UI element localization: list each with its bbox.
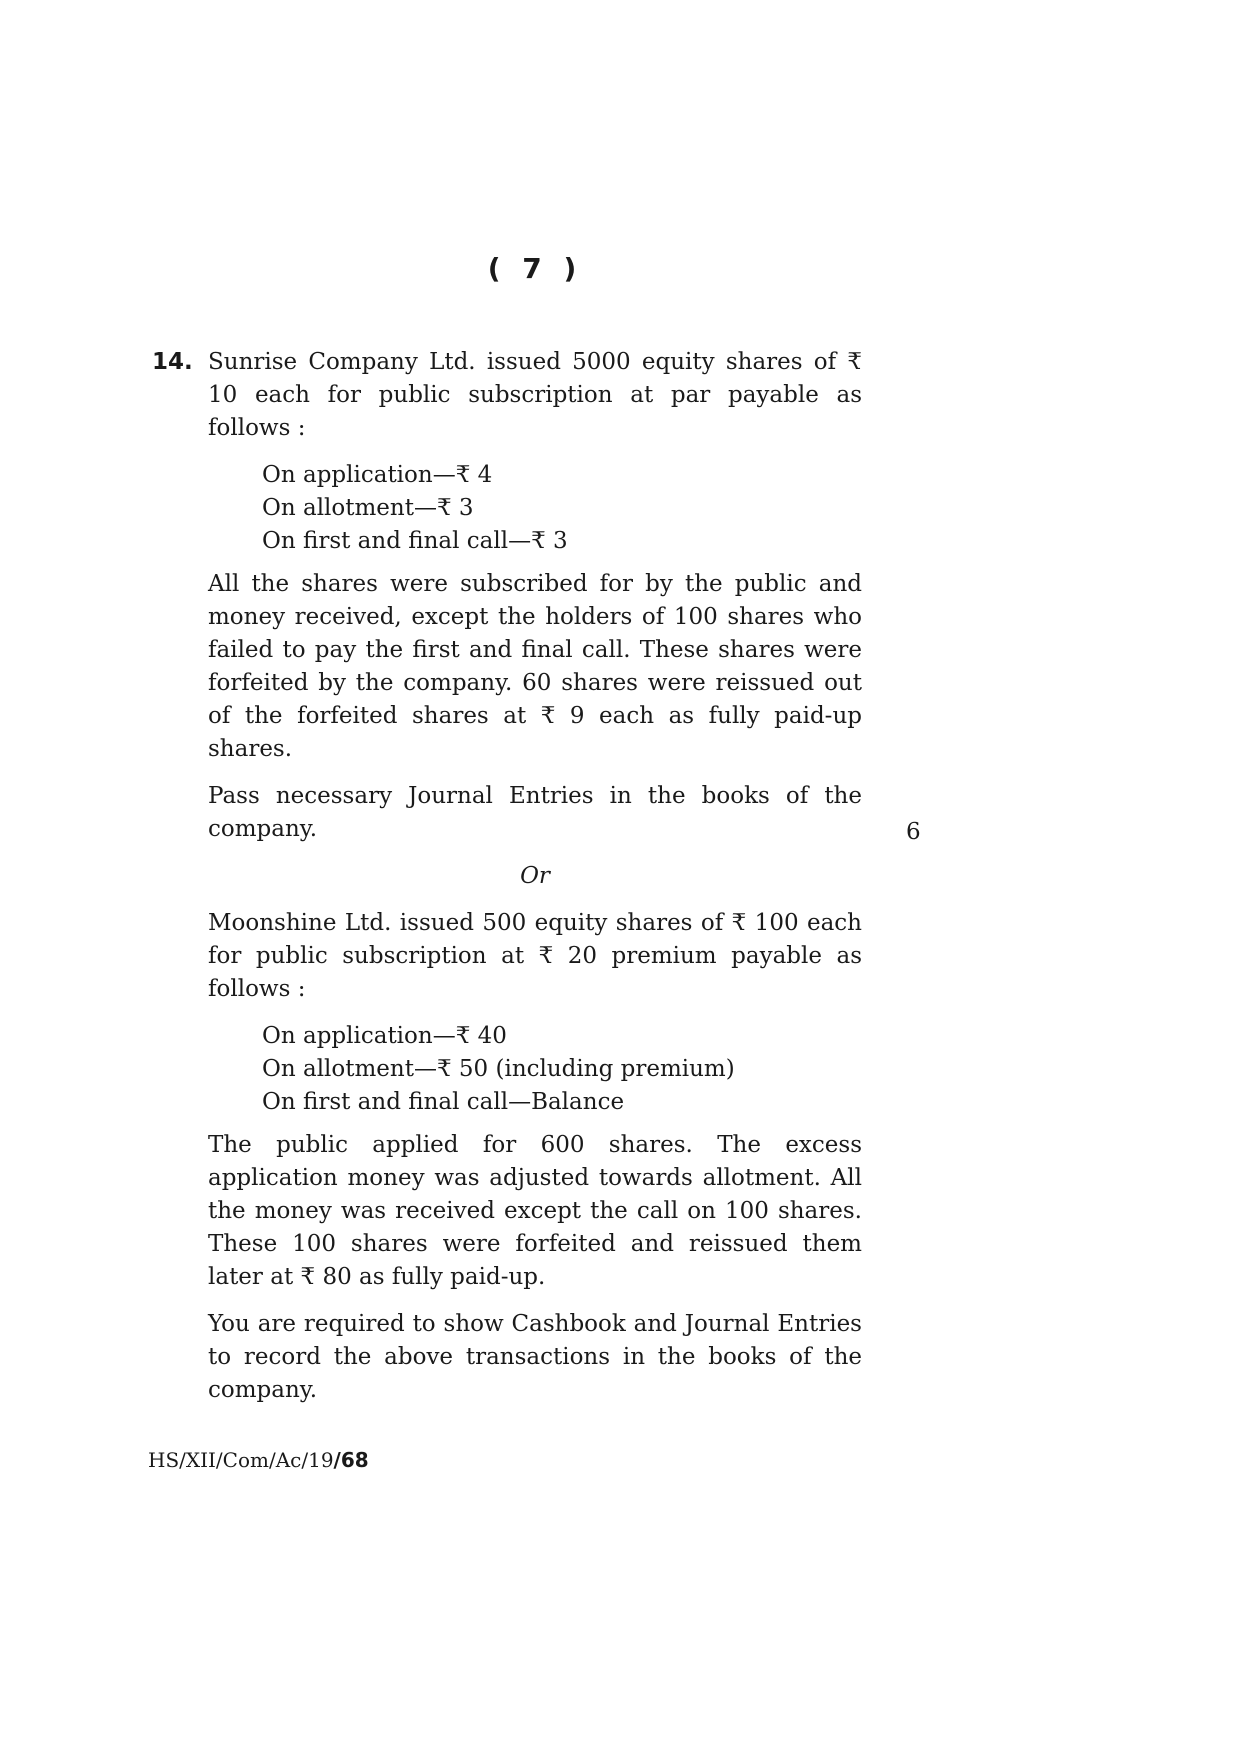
footer-code-text: HS/XII/Com/Ac/19 <box>148 1448 334 1472</box>
part-a-term: On allotment—₹ 3 <box>262 495 474 521</box>
footer-code <box>148 1446 369 1474</box>
or-separator: Or <box>520 863 550 889</box>
part-a-paragraph-2: Pass necessary Journal Entries in the books of the company. <box>208 783 862 842</box>
part-b-term: On allotment—₹ 50 (including premium) <box>262 1056 735 1082</box>
page-number: ( 7 ) <box>487 252 583 285</box>
footer-series: /68 <box>333 1448 369 1472</box>
question-body <box>208 346 862 1421</box>
part-a-intro: Sunrise Company Ltd. issued 5000 equity shares of ₹ 10 each for public subscription at par payable as follows : <box>208 349 862 441</box>
part-b-intro: Moonshine Ltd. issued 500 equity shares of ₹ 100 each for public subscription at ₹ 20 premium payable as follows : <box>208 910 862 1002</box>
part-b-term: On first and final call—Balance <box>262 1089 625 1115</box>
part-a-term: On first and final call—₹ 3 <box>262 528 568 554</box>
part-a-paragraph-1: All the shares were subscribed for by the public and money received, except the holders of 100 shares who failed to pay the first and final call. These shares were forfeited by the company. 60 shares were reissued out of the forfeited shares at ₹ 9 each as fully paid-up shares. <box>208 571 862 762</box>
part-b-paragraph-2: You are required to show Cashbook and Journal Entries to record the above transactions in the books of the company. <box>208 1311 862 1403</box>
part-b-term: On application—₹ 40 <box>262 1023 507 1049</box>
part-b-terms <box>262 1020 862 1119</box>
part-a-term: On application—₹ 4 <box>262 462 493 488</box>
marks-label: 6 <box>906 819 921 845</box>
part-a-terms <box>262 459 862 558</box>
question-number: 14. <box>152 349 193 375</box>
part-b-paragraph-1: The public applied for 600 shares. The excess application money was adjusted towards allotment. All the money was received except the call on 100 shares. These 100 shares were forfeited and reissued them later at ₹ 80 as fully paid-up. <box>208 1132 862 1290</box>
